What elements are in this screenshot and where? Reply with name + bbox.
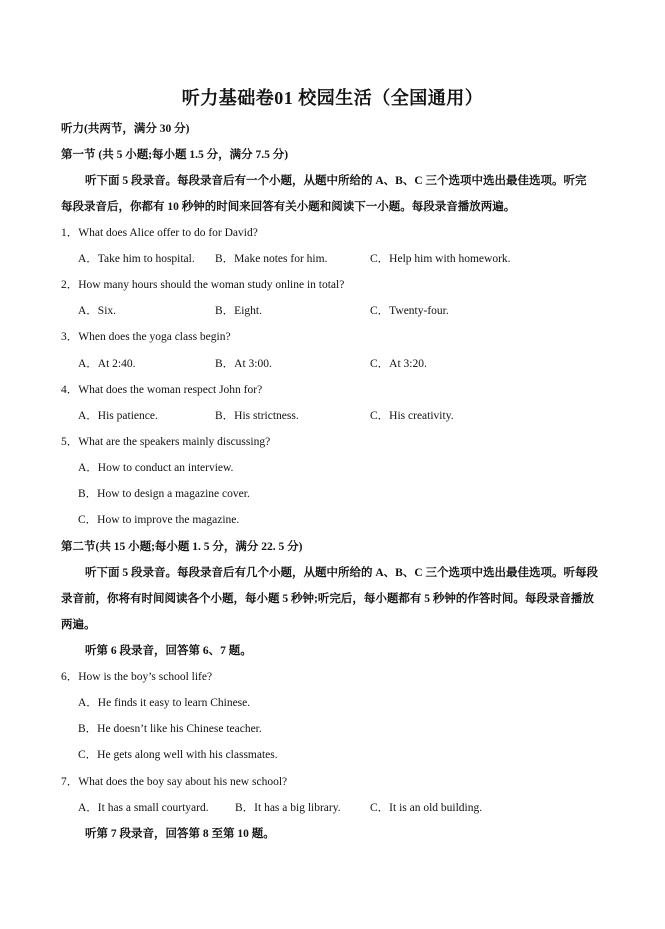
question-6-option-b: B．He doesn’t like his Chinese teacher. — [78, 723, 262, 735]
section2-heading: 第二节(共 15 小题;每小题 1. 5 分，满分 22. 5 分) — [61, 541, 303, 553]
question-4-option-b: B．His strictness. — [215, 410, 299, 422]
question-1-option-c: C．Help him with homework. — [370, 253, 511, 265]
question-5-option-a: A．How to conduct an interview. — [78, 462, 234, 474]
question-2-option-a: A．Six. — [78, 305, 117, 317]
question-1-option-b: B．Make notes for him. — [215, 253, 328, 265]
question-2-option-b: B．Eight. — [215, 305, 262, 317]
passage-7-instruction: 听第 7 段录音，回答第 8 至第 10 题。 — [85, 828, 275, 840]
question-7-option-a: A．It has a small courtyard. — [78, 802, 209, 814]
listening-header: 听力(共两节，满分 30 分) — [61, 123, 190, 135]
section1-heading: 第一节 (共 5 小题;每小题 1.5 分，满分 7.5 分) — [61, 149, 289, 161]
question-4-stem: 4．What does the woman respect John for? — [61, 384, 263, 396]
question-4-option-a: A．His patience. — [78, 410, 158, 422]
question-7-option-c: C．It is an old building. — [370, 802, 483, 814]
question-1-option-a: A．Take him to hospital. — [78, 253, 195, 265]
passage-6-instruction: 听第 6 段录音，回答第 6、7 题。 — [85, 645, 252, 657]
section2-instruction-line2: 录音前，你将有时间阅读各个小题，每小题 5 秒钟;听完后，每小题都有 5 秒钟的作答时间。每段录音播放 — [61, 593, 594, 605]
section2-instruction-line3: 两遍。 — [61, 619, 96, 631]
question-5-stem: 5．What are the speakers mainly discussing? — [61, 436, 271, 448]
question-6-stem: 6．How is the boy’s school life? — [61, 671, 213, 683]
question-2-option-c: C．Twenty-four. — [370, 305, 449, 317]
question-7-option-b: B．It has a big library. — [235, 802, 341, 814]
question-1-stem: 1．What does Alice offer to do for David? — [61, 227, 258, 239]
question-6-option-c: C．He gets along well with his classmates. — [78, 749, 278, 761]
question-3-option-b: B．At 3:00. — [215, 358, 272, 370]
question-3-stem: 3．When does the yoga class begin? — [61, 331, 231, 343]
document-title: 听力基础卷01 校园生活（全国通用） — [181, 88, 484, 108]
question-5-option-c: C．How to improve the magazine. — [78, 514, 240, 526]
section1-instruction-line2: 每段录音后，你都有 10 秒钟的时间来回答有关小题和阅读下一小题。每段录音播放两遍。 — [61, 201, 516, 213]
section2-instruction-line1: 听下面 5 段录音。每段录音后有几个小题，从题中所给的 A、B、C 三个选项中选出最佳选项。听每段 — [85, 567, 599, 579]
section1-instruction-line1: 听下面 5 段录音。每段录音后有一个小题，从题中所给的 A、B、C 三个选项中选出最佳选项。听完 — [85, 175, 587, 187]
question-5-option-b: B．How to design a magazine cover. — [78, 488, 250, 500]
question-6-option-a: A．He finds it easy to learn Chinese. — [78, 697, 251, 709]
question-3-option-a: A．At 2:40. — [78, 358, 136, 370]
question-4-option-c: C．His creativity. — [370, 410, 454, 422]
question-2-stem: 2．How many hours should the woman study online in total? — [61, 279, 345, 291]
question-7-stem: 7．What does the boy say about his new school? — [61, 776, 288, 788]
question-3-option-c: C．At 3:20. — [370, 358, 427, 370]
